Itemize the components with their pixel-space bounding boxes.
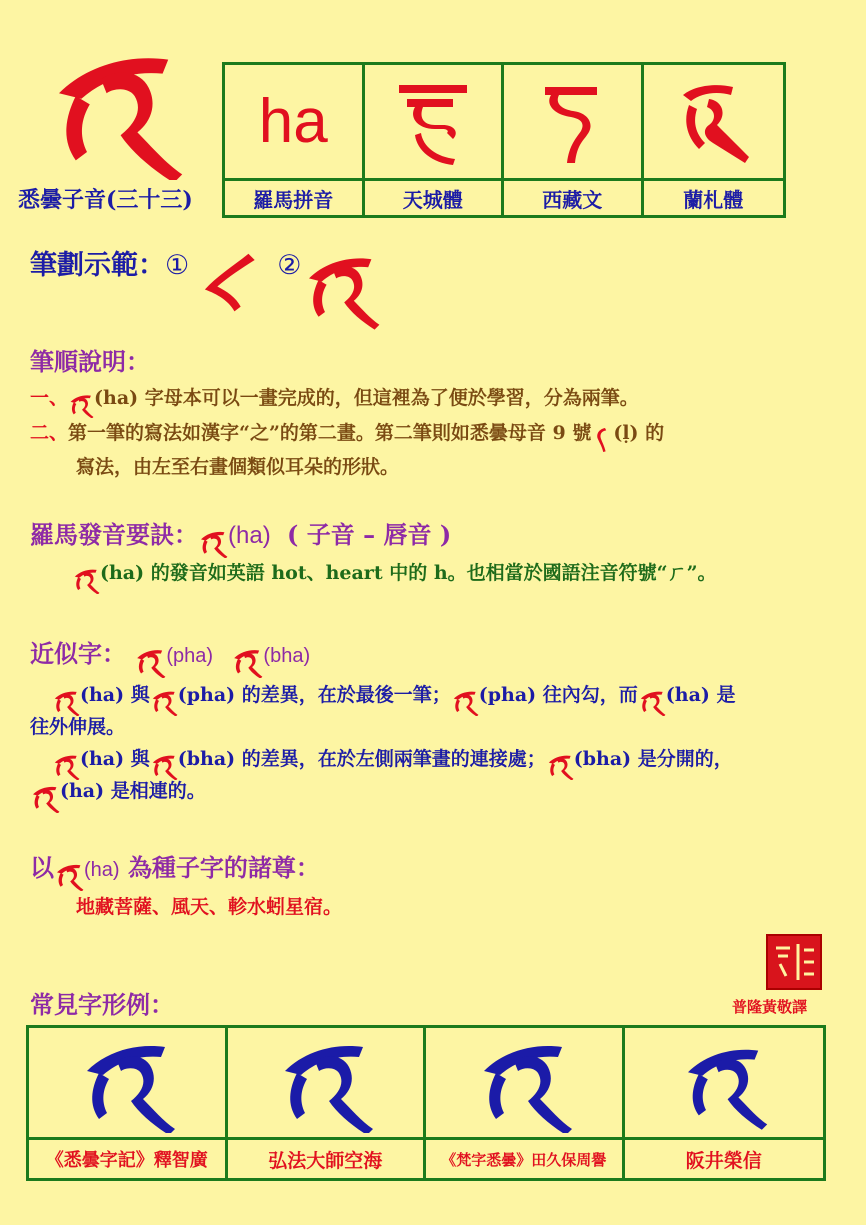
stroke-demo-title: 筆劃示範：	[30, 250, 165, 281]
devanagari-ha-icon	[393, 77, 473, 167]
pha-inline-icon	[451, 688, 479, 716]
pha-label: (pha)	[166, 645, 214, 667]
label-tibetan: 西藏文	[504, 181, 644, 215]
ha-inline-icon	[72, 566, 100, 594]
stroke2-glyph	[301, 246, 381, 330]
similar-line1-c: (pha) 往內勾，而	[478, 684, 638, 706]
similar-line4	[30, 776, 206, 813]
seal-icon	[768, 936, 820, 988]
example-cell	[29, 1028, 228, 1140]
pronunciation-note: ( 子音 – 唇音 )	[287, 520, 452, 549]
example-label-1: 《悉曇字記》釋智廣	[29, 1140, 228, 1178]
step1-marker: ①	[165, 250, 190, 281]
devanagari-cell	[365, 65, 505, 181]
tibetan-cell	[504, 65, 644, 181]
similar-line3-c: (bha) 是分開的，	[573, 748, 733, 770]
bha-label: (bha)	[263, 645, 311, 667]
big-ha-glyph	[40, 40, 190, 180]
bha-icon	[231, 645, 263, 678]
seal-stamp	[766, 934, 822, 990]
ha-inline-icon	[54, 859, 84, 891]
script-table	[222, 62, 786, 218]
item1-number: 一、	[30, 387, 69, 409]
similar-line3	[52, 744, 733, 780]
pronunciation-title-text: 羅馬發音要訣：	[30, 520, 198, 549]
item1-text: (ha) 字母本可以一畫完成的，但這裡為了便於學習，分為兩筆。	[94, 387, 639, 409]
example-label-2: 弘法大師空海	[228, 1140, 427, 1178]
example-cell	[426, 1028, 625, 1140]
seed-title-c: 為種子字的諸尊：	[127, 853, 320, 882]
lantsa-ha-icon	[673, 77, 753, 167]
seed-title-a: 以	[30, 853, 54, 882]
pha-inline-icon	[150, 688, 178, 716]
item2-number: 二、	[30, 422, 69, 444]
ha-inline-icon	[68, 392, 94, 418]
stroke1-glyph	[189, 246, 269, 316]
similar-line1	[52, 680, 736, 716]
similar-line1-b: (pha) 的差異，在於最後一筆；	[177, 684, 451, 706]
similar-title: 近似字：	[30, 639, 126, 668]
pronunciation-roman: (ha)	[228, 522, 271, 549]
item2-text-c: 寫法，由左至右畫個類似耳朵的形狀。	[76, 456, 400, 478]
pronunciation-title	[30, 515, 451, 558]
pha-icon	[134, 645, 166, 678]
seed-title-line	[30, 848, 320, 891]
tibetan-ha-icon	[537, 77, 607, 167]
similar-line3-b: (bha) 的差異，在於左側兩筆畫的連接處；	[177, 748, 546, 770]
similar-line3-a: (ha) 與	[80, 748, 150, 770]
similar-line4-text: (ha) 是相連的。	[60, 780, 206, 802]
lantsa-cell	[644, 65, 784, 181]
label-roman: 羅馬拼音	[225, 181, 365, 215]
seed-deities: 地藏菩薩、風天、軫水蚓星宿。	[76, 896, 343, 918]
example-ha-glyph-2	[275, 1033, 375, 1133]
roman-value: ha	[258, 87, 328, 156]
item2-text-a: 第一筆的寫法如漢字“之”的第二畫。第二筆則如悉曇母音 9 號	[68, 422, 592, 444]
example-cell	[228, 1028, 427, 1140]
similar-line1-d: (ha) 是	[665, 684, 736, 706]
stroke-order-title: 筆順說明：	[30, 347, 150, 376]
pronunciation-body-line	[72, 558, 717, 594]
label-lantsa: 蘭札體	[683, 187, 744, 212]
item2-text-b: (ḷ) 的	[613, 422, 665, 444]
examples-title: 常見字形例：	[30, 990, 174, 1019]
example-label-3: 《梵字悉曇》田久保周譽	[426, 1140, 625, 1178]
ha-inline-icon	[198, 526, 228, 558]
pronunciation-body: (ha) 的發音如英語 hot、heart 中的 h。也相當於國語注音符號“ㄏ”。	[100, 562, 717, 584]
stroke-order-item2	[30, 418, 664, 455]
ha-inline-icon	[638, 688, 666, 716]
roman-cell	[225, 65, 365, 181]
seed-title-b: (ha)	[84, 859, 120, 881]
step2-marker: ②	[277, 250, 302, 281]
similar-line2: 往外伸展。	[30, 716, 126, 738]
example-ha-glyph-3	[474, 1033, 574, 1133]
translator-credit: 普隆黃敬譯	[732, 998, 808, 1016]
similar-title-line	[30, 634, 310, 678]
example-ha-glyph-1	[72, 1033, 182, 1133]
example-ha-glyph-4	[679, 1033, 769, 1133]
stroke-order-item1	[30, 383, 639, 418]
page-title: 悉曇子音(三十三)	[18, 187, 193, 213]
examples-table	[26, 1025, 826, 1181]
example-label-4: 阪井榮信	[685, 1149, 762, 1172]
similar-line1-a: (ha) 與	[80, 684, 150, 706]
label-devanagari: 天城體	[365, 181, 505, 215]
bha-inline-icon	[546, 752, 574, 780]
vowel-l-icon	[591, 425, 613, 455]
ha-inline-icon	[30, 783, 60, 813]
stroke-demo	[30, 246, 381, 336]
example-cell	[625, 1028, 824, 1140]
